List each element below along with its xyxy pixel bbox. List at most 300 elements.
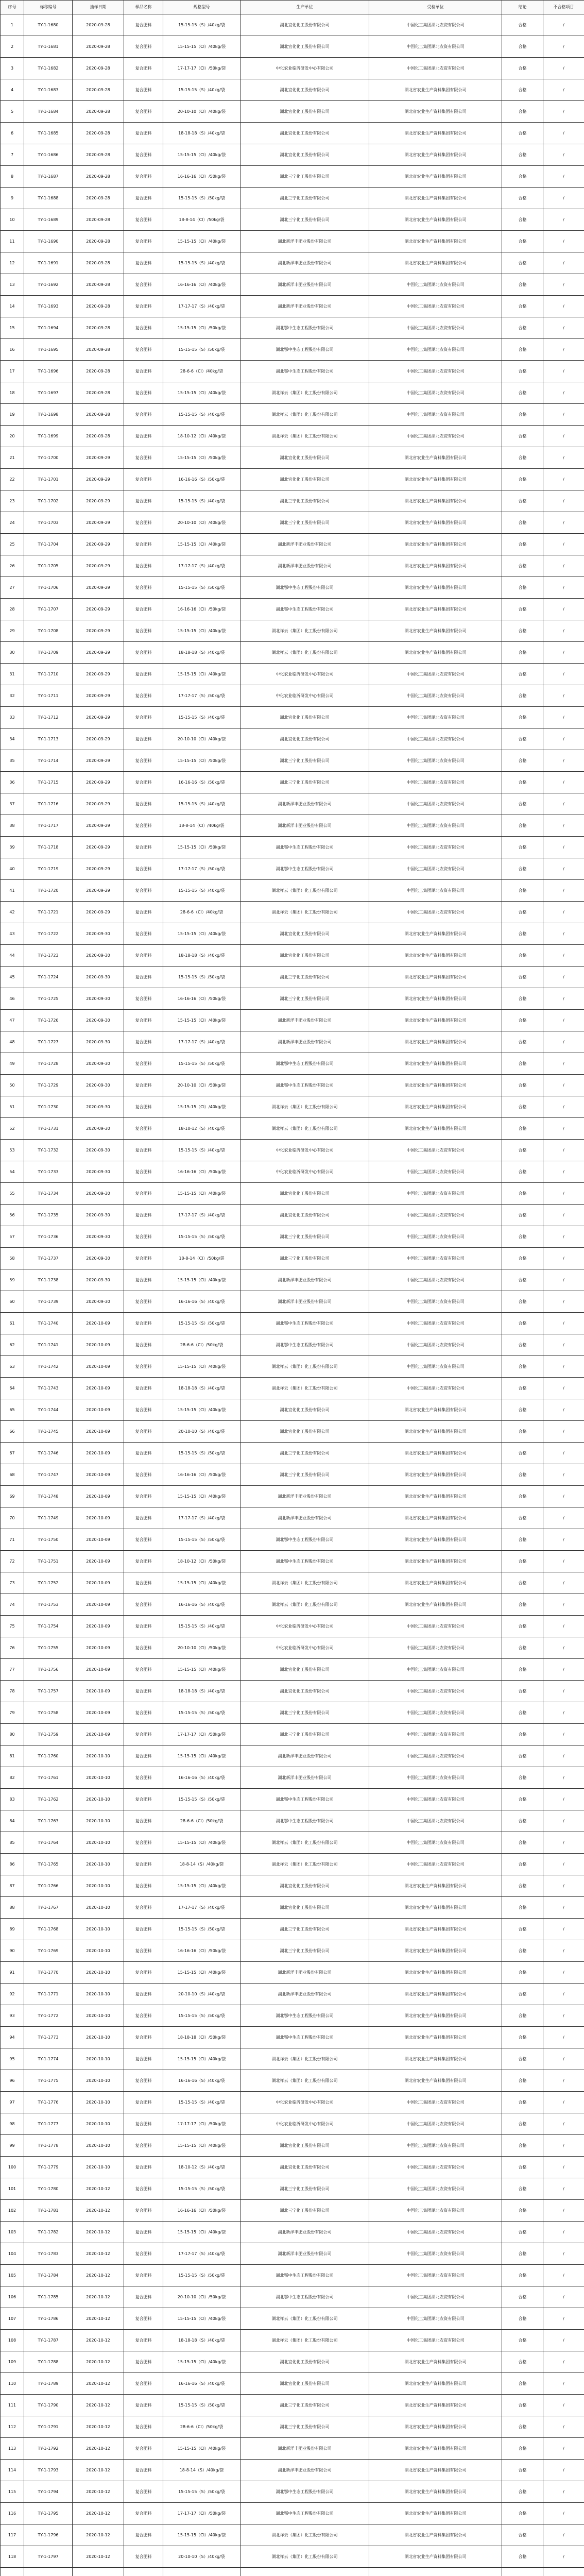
table-row	[1, 1529, 584, 1551]
cell-result: 合格	[502, 2243, 543, 2265]
cell-sample-code: TY-1-1689	[24, 209, 73, 231]
table-row	[1, 837, 584, 858]
table-row	[1, 2070, 584, 2092]
cell-spec: 15-15-15（Cl）/40kg/袋	[163, 1875, 241, 1897]
table-row	[1, 101, 584, 123]
cell-spec	[163, 2568, 241, 2576]
table-row	[1, 1356, 584, 1378]
cell-spec: 15-15-15（S）/50kg/袋	[163, 2265, 241, 2286]
cell-sample-name: 复合肥料	[124, 339, 163, 361]
cell-inspected-unit: 中国化工集团湖北农资有限公司	[369, 1183, 502, 1205]
cell-sampling-date: 2020-10-10	[73, 1767, 124, 1789]
table-row	[1, 1810, 584, 1832]
cell-serial-no: 47	[1, 1010, 24, 1031]
cell-spec: 15-15-15（S）/40kg/袋	[163, 2092, 241, 2113]
cell-sample-code	[24, 2568, 73, 2576]
table-row	[1, 1962, 584, 1984]
cell-sampling-date: 2020-10-10	[73, 2113, 124, 2135]
cell-sample-code: TY-1-1785	[24, 2286, 73, 2308]
cell-inspected-unit: 中国化工集团湖北农资有限公司	[369, 772, 502, 793]
cell-sample-code: TY-1-1742	[24, 1356, 73, 1378]
cell-sampling-date: 2020-10-12	[73, 2243, 124, 2265]
cell-sampling-date: 2020-09-28	[73, 166, 124, 188]
table-row	[1, 1854, 584, 1875]
cell-manufacturer: 湖北新洋丰肥业股份有限公司	[241, 1291, 369, 1313]
cell-sample-code: TY-1-1792	[24, 2438, 73, 2460]
cell-sample-code: TY-1-1790	[24, 2395, 73, 2416]
cell-result: 合格	[502, 1659, 543, 1681]
cell-spec: 16-16-16（S）/40kg/袋	[163, 1594, 241, 1616]
cell-spec: 15-15-15（Cl）/40kg/袋	[163, 1572, 241, 1594]
table-row	[1, 685, 584, 707]
cell-sampling-date: 2020-10-10	[73, 2157, 124, 2178]
cell-sample-name: 复合肥料	[124, 209, 163, 231]
cell-manufacturer: 湖北祥云（集团）化工股份有限公司	[241, 2070, 369, 2092]
cell-manufacturer: 湖北三宁化工股份有限公司	[241, 1248, 369, 1269]
cell-spec: 17-17-17（Cl）/50kg/袋	[163, 1724, 241, 1745]
cell-inspected-unit: 中国化工集团湖北农资有限公司	[369, 2330, 502, 2351]
cell-spec: 17-17-17（S）/50kg/袋	[163, 685, 241, 707]
cell-failed-item: /	[543, 361, 584, 382]
cell-spec: 15-15-15（S）/40kg/袋	[163, 1616, 241, 1637]
cell-sample-name: 复合肥料	[124, 1399, 163, 1421]
cell-sample-code: TY-1-1720	[24, 880, 73, 902]
cell-inspected-unit: 湖北省农业生产资料集团有限公司	[369, 2070, 502, 2092]
cell-failed-item: /	[543, 1875, 584, 1897]
cell-serial-no: 80	[1, 1724, 24, 1745]
cell-spec: 15-15-15（S）/50kg/袋	[163, 1702, 241, 1724]
table-row	[1, 1378, 584, 1399]
cell-manufacturer: 湖北宜化化工股份有限公司	[241, 2373, 369, 2395]
cell-sample-name: 复合肥料	[124, 274, 163, 296]
cell-spec: 16-16-16（S）/50kg/袋	[163, 469, 241, 490]
cell-sample-code: TY-1-1773	[24, 2027, 73, 2048]
table-row	[1, 534, 584, 555]
cell-failed-item: /	[543, 296, 584, 317]
cell-serial-no: 64	[1, 1378, 24, 1399]
cell-failed-item: /	[543, 1681, 584, 1702]
cell-failed-item: /	[543, 123, 584, 144]
cell-sample-name: 复合肥料	[124, 1551, 163, 1572]
table-row	[1, 1075, 584, 1096]
cell-sampling-date: 2020-10-12	[73, 2351, 124, 2373]
cell-inspected-unit: 湖北省农业生产资料集团有限公司	[369, 642, 502, 664]
cell-sample-name: 复合肥料	[124, 36, 163, 58]
cell-sampling-date: 2020-09-29	[73, 902, 124, 923]
cell-sample-code: TY-1-1691	[24, 252, 73, 274]
cell-inspected-unit: 中国化工集团湖北农资有限公司	[369, 2286, 502, 2308]
cell-serial-no: 77	[1, 1659, 24, 1681]
cell-sample-name: 复合肥料	[124, 1810, 163, 1832]
cell-sample-name: 复合肥料	[124, 1075, 163, 1096]
cell-inspected-unit: 中国化工集团湖北农资有限公司	[369, 317, 502, 339]
cell-serial-no: 83	[1, 1789, 24, 1810]
cell-sample-code: TY-1-1698	[24, 404, 73, 426]
cell-sample-code: TY-1-1743	[24, 1378, 73, 1399]
cell-manufacturer: 湖北祥云（集团）化工股份有限公司	[241, 2330, 369, 2351]
cell-sampling-date: 2020-09-29	[73, 858, 124, 880]
cell-failed-item: /	[543, 1075, 584, 1096]
cell-sample-code: TY-1-1731	[24, 1118, 73, 1140]
cell-sampling-date: 2020-10-09	[73, 1659, 124, 1681]
cell-sample-code: TY-1-1690	[24, 231, 73, 252]
cell-sampling-date: 2020-10-09	[73, 1399, 124, 1421]
cell-spec: 15-15-15（Cl）/40kg/袋	[163, 144, 241, 166]
cell-result: 合格	[502, 1053, 543, 1075]
cell-spec: 15-15-15（S）/40kg/袋	[163, 707, 241, 728]
cell-result: 合格	[502, 1767, 543, 1789]
header-sample-code: 标称编号	[24, 1, 73, 14]
table-row	[1, 1313, 584, 1334]
cell-failed-item: /	[543, 274, 584, 296]
cell-manufacturer: 湖北鄂中生态工程股份有限公司	[241, 2481, 369, 2503]
cell-sample-name: 复合肥料	[124, 79, 163, 101]
cell-inspected-unit: 湖北省农业生产资料集团有限公司	[369, 1443, 502, 1464]
cell-failed-item: /	[543, 1767, 584, 1789]
cell-result: 合格	[502, 880, 543, 902]
cell-result: 合格	[502, 2524, 543, 2546]
cell-inspected-unit: 湖北省农业生产资料集团有限公司	[369, 2351, 502, 2373]
cell-failed-item: /	[543, 2157, 584, 2178]
cell-serial-no: 87	[1, 1875, 24, 1897]
cell-failed-item: /	[543, 447, 584, 469]
cell-sample-name: 复合肥料	[124, 1507, 163, 1529]
cell-sample-name: 复合肥料	[124, 382, 163, 404]
cell-inspected-unit: 湖北省农业生产资料集团有限公司	[369, 1551, 502, 1572]
cell-manufacturer	[241, 2568, 369, 2576]
cell-sampling-date: 2020-10-12	[73, 2330, 124, 2351]
table-row	[1, 2157, 584, 2178]
cell-inspected-unit: 中国化工集团湖北农资有限公司	[369, 426, 502, 447]
cell-sample-name: 复合肥料	[124, 1031, 163, 1053]
cell-serial-no: 50	[1, 1075, 24, 1096]
cell-spec: 28-6-6（Cl）/40kg/袋	[163, 902, 241, 923]
cell-sampling-date: 2020-09-28	[73, 404, 124, 426]
cell-sample-name: 复合肥料	[124, 1053, 163, 1075]
table-row	[1, 2373, 584, 2395]
cell-sample-code: TY-1-1686	[24, 144, 73, 166]
cell-result: 合格	[502, 2222, 543, 2243]
cell-spec: 16-16-16（Cl）/40kg/袋	[163, 274, 241, 296]
table-row	[1, 339, 584, 361]
table-row	[1, 1443, 584, 1464]
cell-result: 合格	[502, 2373, 543, 2395]
cell-sample-name: 复合肥料	[124, 577, 163, 599]
cell-serial-no: 68	[1, 1464, 24, 1486]
table-row	[1, 2200, 584, 2222]
table-row	[1, 1161, 584, 1183]
cell-sampling-date: 2020-09-30	[73, 945, 124, 967]
table-row	[1, 599, 584, 620]
cell-sample-name: 复合肥料	[124, 642, 163, 664]
cell-sampling-date: 2020-10-10	[73, 2092, 124, 2113]
cell-sampling-date: 2020-10-12	[73, 2200, 124, 2222]
cell-sample-name: 复合肥料	[124, 772, 163, 793]
cell-spec: 15-15-15（S）/50kg/袋	[163, 188, 241, 209]
cell-inspected-unit: 中国化工集团湖北农资有限公司	[369, 36, 502, 58]
cell-manufacturer: 湖北祥云（集团）化工股份有限公司	[241, 880, 369, 902]
cell-serial-no: 25	[1, 534, 24, 555]
cell-serial-no: 8	[1, 166, 24, 188]
cell-spec: 28-6-6（Cl）/50kg/袋	[163, 1334, 241, 1356]
cell-result	[502, 2568, 543, 2576]
table-row	[1, 967, 584, 988]
cell-manufacturer: 湖北宜化化工股份有限公司	[241, 79, 369, 101]
cell-sample-name: 复合肥料	[124, 2113, 163, 2135]
cell-manufacturer: 湖北宜化化工股份有限公司	[241, 1659, 369, 1681]
cell-spec: 15-15-15（Cl）/40kg/袋	[163, 2351, 241, 2373]
cell-sampling-date: 2020-09-29	[73, 534, 124, 555]
cell-serial-no: 89	[1, 1919, 24, 1940]
cell-inspected-unit: 湖北省农业生产资料集团有限公司	[369, 1507, 502, 1529]
cell-inspected-unit: 湖北省农业生产资料集团有限公司	[369, 2460, 502, 2481]
cell-sample-code: TY-1-1745	[24, 1421, 73, 1443]
cell-sample-code: TY-1-1780	[24, 2178, 73, 2200]
cell-failed-item: /	[543, 880, 584, 902]
cell-manufacturer: 湖北三宁化工股份有限公司	[241, 2416, 369, 2438]
cell-sample-code: TY-1-1729	[24, 1075, 73, 1096]
cell-manufacturer: 湖北祥云（集团）化工股份有限公司	[241, 404, 369, 426]
cell-spec: 15-15-15（Cl）/40kg/袋	[163, 231, 241, 252]
cell-failed-item: /	[543, 2265, 584, 2286]
cell-manufacturer: 湖北鄂中生态工程股份有限公司	[241, 2286, 369, 2308]
cell-failed-item: /	[543, 2503, 584, 2524]
cell-manufacturer: 湖北祥云（集团）化工股份有限公司	[241, 2048, 369, 2070]
cell-sample-code: TY-1-1713	[24, 728, 73, 750]
cell-failed-item: /	[543, 1940, 584, 1962]
table-row	[1, 2546, 584, 2568]
cell-sample-code: TY-1-1789	[24, 2373, 73, 2395]
cell-inspected-unit: 中国化工集团湖北农资有限公司	[369, 1205, 502, 1226]
cell-manufacturer: 湖北新洋丰肥业股份有限公司	[241, 555, 369, 577]
cell-failed-item: /	[543, 1421, 584, 1443]
cell-inspected-unit: 中国化工集团湖北农资有限公司	[369, 1313, 502, 1334]
table-row	[1, 2416, 584, 2438]
cell-manufacturer: 湖北鄂中生态工程股份有限公司	[241, 1789, 369, 1810]
cell-serial-no: 19	[1, 404, 24, 426]
cell-spec: 17-17-17（S）/40kg/袋	[163, 1031, 241, 1053]
cell-serial-no: 10	[1, 209, 24, 231]
cell-inspected-unit: 湖北省农业生产资料集团有限公司	[369, 490, 502, 512]
cell-failed-item: /	[543, 685, 584, 707]
table-row	[1, 1096, 584, 1118]
cell-sample-code: TY-1-1758	[24, 1702, 73, 1724]
cell-sample-name: 复合肥料	[124, 490, 163, 512]
cell-result: 合格	[502, 469, 543, 490]
cell-serial-no: 108	[1, 2330, 24, 2351]
cell-serial-no: 1	[1, 14, 24, 36]
table-row	[1, 750, 584, 772]
cell-spec: 18-10-12（S）/40kg/袋	[163, 1118, 241, 1140]
cell-sampling-date: 2020-10-09	[73, 1443, 124, 1464]
cell-failed-item: /	[543, 1313, 584, 1334]
cell-spec: 28-6-6（Cl）/50kg/袋	[163, 1810, 241, 1832]
cell-sampling-date: 2020-09-28	[73, 123, 124, 144]
cell-serial-no: 116	[1, 2503, 24, 2524]
cell-manufacturer: 湖北新洋丰肥业股份有限公司	[241, 1269, 369, 1291]
cell-sampling-date: 2020-09-30	[73, 1205, 124, 1226]
table-row	[1, 2222, 584, 2243]
cell-inspected-unit: 湖北省农业生产资料集团有限公司	[369, 1053, 502, 1075]
cell-result: 合格	[502, 2265, 543, 2286]
cell-sampling-date: 2020-10-12	[73, 2308, 124, 2330]
cell-result: 合格	[502, 296, 543, 317]
cell-manufacturer: 湖北宜化化工股份有限公司	[241, 469, 369, 490]
cell-failed-item: /	[543, 2243, 584, 2265]
cell-sample-code: TY-1-1748	[24, 1486, 73, 1507]
cell-sampling-date: 2020-09-28	[73, 231, 124, 252]
cell-spec: 28-6-6（Cl）/50kg/袋	[163, 2416, 241, 2438]
cell-manufacturer: 湖北新洋丰肥业股份有限公司	[241, 274, 369, 296]
cell-serial-no: 78	[1, 1681, 24, 1702]
cell-sampling-date: 2020-10-10	[73, 1962, 124, 1984]
cell-sample-name: 复合肥料	[124, 469, 163, 490]
cell-spec: 15-15-15（Cl）/40kg/袋	[163, 1962, 241, 1984]
header-spec: 规格型号	[163, 1, 241, 14]
cell-sampling-date: 2020-10-12	[73, 2481, 124, 2503]
cell-spec: 18-18-18（S）/40kg/袋	[163, 945, 241, 967]
cell-failed-item: /	[543, 1248, 584, 1269]
cell-sample-name: 复合肥料	[124, 1356, 163, 1378]
cell-result: 合格	[502, 2308, 543, 2330]
cell-serial-no	[1, 2568, 24, 2576]
cell-manufacturer: 湖北三宁化工股份有限公司	[241, 1940, 369, 1962]
cell-result: 合格	[502, 2416, 543, 2438]
cell-result: 合格	[502, 2438, 543, 2460]
table-row	[1, 144, 584, 166]
cell-result: 合格	[502, 1724, 543, 1745]
cell-sample-code: TY-1-1692	[24, 274, 73, 296]
cell-serial-no: 102	[1, 2200, 24, 2222]
cell-sample-name: 复合肥料	[124, 620, 163, 642]
cell-manufacturer: 中化农业临沂研发中心有限公司	[241, 1140, 369, 1161]
cell-result: 合格	[502, 1356, 543, 1378]
cell-sample-name: 复合肥料	[124, 2157, 163, 2178]
cell-manufacturer: 湖北鄂中生态工程股份有限公司	[241, 1334, 369, 1356]
cell-result: 合格	[502, 2481, 543, 2503]
cell-manufacturer: 湖北宜化化工股份有限公司	[241, 14, 369, 36]
cell-manufacturer: 湖北祥云（集团）化工股份有限公司	[241, 1378, 369, 1399]
cell-serial-no: 92	[1, 1984, 24, 2005]
table-row	[1, 447, 584, 469]
table-row	[1, 58, 584, 79]
cell-sample-name: 复合肥料	[124, 1789, 163, 1810]
cell-manufacturer: 湖北三宁化工股份有限公司	[241, 772, 369, 793]
cell-sample-code: TY-1-1774	[24, 2048, 73, 2070]
cell-spec: 15-15-15（Cl）/50kg/袋	[163, 447, 241, 469]
cell-manufacturer: 湖北祥云（集团）化工股份有限公司	[241, 1832, 369, 1854]
cell-serial-no: 105	[1, 2265, 24, 2286]
cell-result: 合格	[502, 2460, 543, 2481]
cell-sample-code: TY-1-1717	[24, 815, 73, 837]
cell-result: 合格	[502, 1464, 543, 1486]
cell-manufacturer: 湖北新洋丰肥业股份有限公司	[241, 1486, 369, 1507]
cell-manufacturer: 湖北鄂中生态工程股份有限公司	[241, 2265, 369, 2286]
cell-manufacturer: 湖北新洋丰肥业股份有限公司	[241, 1984, 369, 2005]
cell-sample-code: TY-1-1796	[24, 2524, 73, 2546]
cell-inspected-unit: 湖北省农业生产资料集团有限公司	[369, 2546, 502, 2568]
cell-spec: 15-15-15（Cl）/40kg/袋	[163, 1183, 241, 1205]
cell-serial-no: 15	[1, 317, 24, 339]
cell-spec: 15-15-15（S）/50kg/袋	[163, 1919, 241, 1940]
cell-result: 合格	[502, 577, 543, 599]
cell-spec: 16-16-16（S）/40kg/袋	[163, 2373, 241, 2395]
table-row	[1, 1875, 584, 1897]
cell-manufacturer: 湖北宜化化工股份有限公司	[241, 728, 369, 750]
cell-failed-item: /	[543, 2113, 584, 2135]
cell-sample-code: TY-1-1718	[24, 837, 73, 858]
cell-failed-item: /	[543, 642, 584, 664]
cell-serial-no: 48	[1, 1031, 24, 1053]
cell-result: 合格	[502, 1594, 543, 1616]
cell-inspected-unit: 中国化工集团湖北农资有限公司	[369, 1226, 502, 1248]
cell-spec: 20-10-10（Cl）/50kg/袋	[163, 2286, 241, 2308]
cell-manufacturer: 湖北宜化化工股份有限公司	[241, 945, 369, 967]
cell-sampling-date: 2020-09-30	[73, 923, 124, 945]
cell-sample-code: TY-1-1787	[24, 2330, 73, 2351]
cell-sample-code: TY-1-1710	[24, 664, 73, 685]
cell-result: 合格	[502, 166, 543, 188]
cell-sample-code: TY-1-1704	[24, 534, 73, 555]
cell-result: 合格	[502, 1572, 543, 1594]
cell-manufacturer: 湖北宜化化工股份有限公司	[241, 123, 369, 144]
cell-serial-no: 17	[1, 361, 24, 382]
cell-sample-code: TY-1-1728	[24, 1053, 73, 1075]
cell-sampling-date: 2020-09-28	[73, 361, 124, 382]
cell-failed-item: /	[543, 2027, 584, 2048]
cell-serial-no: 65	[1, 1399, 24, 1421]
cell-failed-item: /	[543, 166, 584, 188]
cell-sample-code: TY-1-1703	[24, 512, 73, 534]
cell-result: 合格	[502, 274, 543, 296]
cell-sample-name: 复合肥料	[124, 2135, 163, 2157]
cell-sample-code: TY-1-1741	[24, 1334, 73, 1356]
cell-serial-no: 56	[1, 1205, 24, 1226]
cell-sampling-date: 2020-10-09	[73, 1616, 124, 1637]
cell-sampling-date	[73, 2568, 124, 2576]
cell-sample-code: TY-1-1740	[24, 1313, 73, 1334]
cell-sample-name: 复合肥料	[124, 1875, 163, 1897]
cell-manufacturer: 湖北新洋丰肥业股份有限公司	[241, 2243, 369, 2265]
cell-spec: 18-8-14（S）/40kg/袋	[163, 1854, 241, 1875]
cell-serial-no: 100	[1, 2157, 24, 2178]
cell-sample-name: 复合肥料	[124, 1529, 163, 1551]
cell-sample-code: TY-1-1688	[24, 188, 73, 209]
cell-result: 合格	[502, 512, 543, 534]
cell-sample-name: 复合肥料	[124, 166, 163, 188]
cell-failed-item: /	[543, 1053, 584, 1075]
table-row	[1, 945, 584, 967]
cell-spec: 15-15-15（Cl）/40kg/袋	[163, 1096, 241, 1118]
cell-failed-item: /	[543, 2460, 584, 2481]
cell-result: 合格	[502, 534, 543, 555]
cell-inspected-unit: 中国化工集团湖北农资有限公司	[369, 1789, 502, 1810]
cell-manufacturer: 湖北祥云（集团）化工股份有限公司	[241, 2308, 369, 2330]
cell-sample-code: TY-1-1783	[24, 2243, 73, 2265]
cell-sample-code: TY-1-1739	[24, 1291, 73, 1313]
cell-spec: 15-15-15（S）/50kg/袋	[163, 577, 241, 599]
cell-inspected-unit: 湖北省农业生产资料集团有限公司	[369, 1118, 502, 1140]
cell-sample-code: TY-1-1752	[24, 1572, 73, 1594]
cell-manufacturer: 湖北新洋丰肥业股份有限公司	[241, 252, 369, 274]
cell-sample-name: 复合肥料	[124, 1594, 163, 1616]
cell-serial-no: 24	[1, 512, 24, 534]
cell-sampling-date: 2020-09-28	[73, 317, 124, 339]
cell-inspected-unit: 中国化工集团湖北农资有限公司	[369, 1832, 502, 1854]
cell-spec: 20-10-10（Cl）/50kg/袋	[163, 1637, 241, 1659]
cell-failed-item: /	[543, 79, 584, 101]
cell-sample-code: TY-1-1770	[24, 1962, 73, 1984]
